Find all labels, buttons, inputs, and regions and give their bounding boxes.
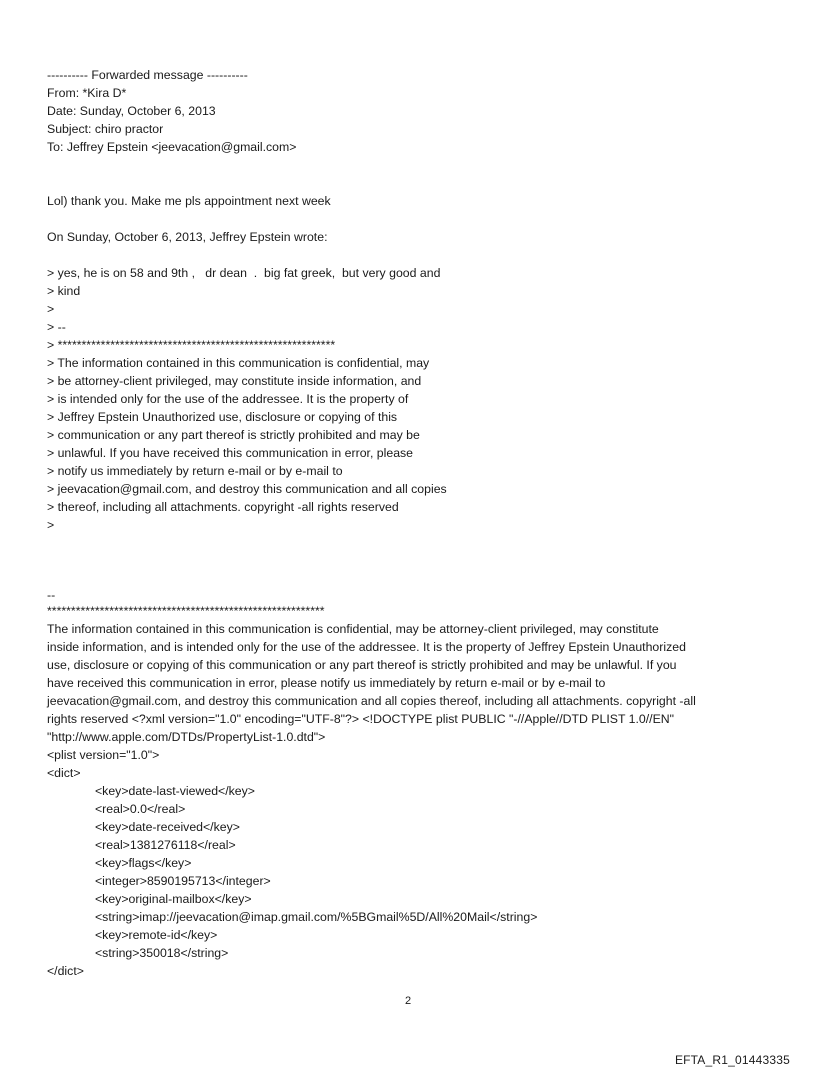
date-line: Date: Sunday, October 6, 2013 [47,104,216,118]
reply-body: Lol) thank you. Make me pls appointment next week [47,194,331,208]
plist-entry: <key>flags</key> [95,856,192,870]
quoted-line: > unlawful. If you have received this communication in error, please [47,446,414,460]
page-number: 2 [404,995,412,1007]
reply-attribution: On Sunday, October 6, 2013, Jeffrey Epstein wrote: [47,230,328,244]
quoted-line: > yes, he is on 58 and 9th , dr dean . big fat greek, but very good and [47,266,441,280]
disclaimer-line: jeevacation@gmail.com, and destroy this communication and all copies thereof, including all attachments. copyright -all [47,694,696,708]
from-line: From: *Kira D* [47,86,127,100]
plist-entry: <real>0.0</real> [95,802,186,816]
dict-close: </dict> [47,964,84,978]
quoted-line: > The information contained in this communication is confidential, may [47,356,430,370]
quoted-line: > notify us immediately by return e-mail or by e-mail to [47,464,343,478]
quoted-line: > -- [47,320,66,334]
quoted-line: > [47,518,55,532]
signature-dashes: -- [47,588,56,602]
quoted-line: > kind [47,284,81,298]
document-id: EFTA_R1_01443335 [674,1053,790,1067]
quoted-line: > Jeffrey Epstein Unauthorized use, disclosure or copying of this [47,410,398,424]
disclaimer-line: use, disclosure or copying of this communication or any part thereof is strictly prohibited and may be unlawful. If you [47,658,677,672]
quoted-line: > communication or any part thereof is strictly prohibited and may be [47,428,420,442]
subject-line: Subject: chiro practor [47,122,164,136]
disclaimer-line: have received this communication in error, please notify us immediately by return e-mail or by e-mail to [47,676,606,690]
to-line: To: Jeffrey Epstein <jeevacation@gmail.com> [47,140,297,154]
forwarded-marker: ---------- Forwarded message ---------- [47,68,248,82]
disclaimer-line: inside information, and is intended only for the use of the addressee. It is the property of Jeffrey Epstein Unauthorized [47,640,686,654]
signature-stars: ********************************************************** [47,604,325,618]
quoted-line: > [47,302,55,316]
quoted-line: > thereof, including all attachments. copyright -all rights reserved [47,500,399,514]
plist-entry: <key>date-last-viewed</key> [95,784,255,798]
quoted-line: > jeevacation@gmail.com, and destroy this communication and all copies [47,482,447,496]
plist-entry: <string>imap://jeevacation@imap.gmail.com/%5BGmail%5D/All%20Mail</string> [95,910,538,924]
plist-entry: <key>remote-id</key> [95,928,218,942]
quoted-line: > is intended only for the use of the addressee. It is the property of [47,392,409,406]
quoted-line: > be attorney-client privileged, may constitute inside information, and [47,374,422,388]
disclaimer-line: The information contained in this communication is confidential, may be attorney-client privileged, may constitute [47,622,659,636]
disclaimer-line: rights reserved <?xml version="1.0" encoding="UTF-8"?> <!DOCTYPE plist PUBLIC "-//Apple//DTD PLIST 1.0//EN" [47,712,675,726]
plist-entry: <key>date-received</key> [95,820,240,834]
plist-entry: <string>350018</string> [95,946,229,960]
disclaimer-line: "http://www.apple.com/DTDs/PropertyList-1.0.dtd"> [47,730,326,744]
quoted-line: > ********************************************************** [47,338,336,352]
plist-open: <plist version="1.0"> [47,748,160,762]
plist-entry: <integer>8590195713</integer> [95,874,271,888]
dict-open: <dict> [47,766,81,780]
plist-entry: <key>original-mailbox</key> [95,892,252,906]
plist-entry: <real>1381276118</real> [95,838,236,852]
